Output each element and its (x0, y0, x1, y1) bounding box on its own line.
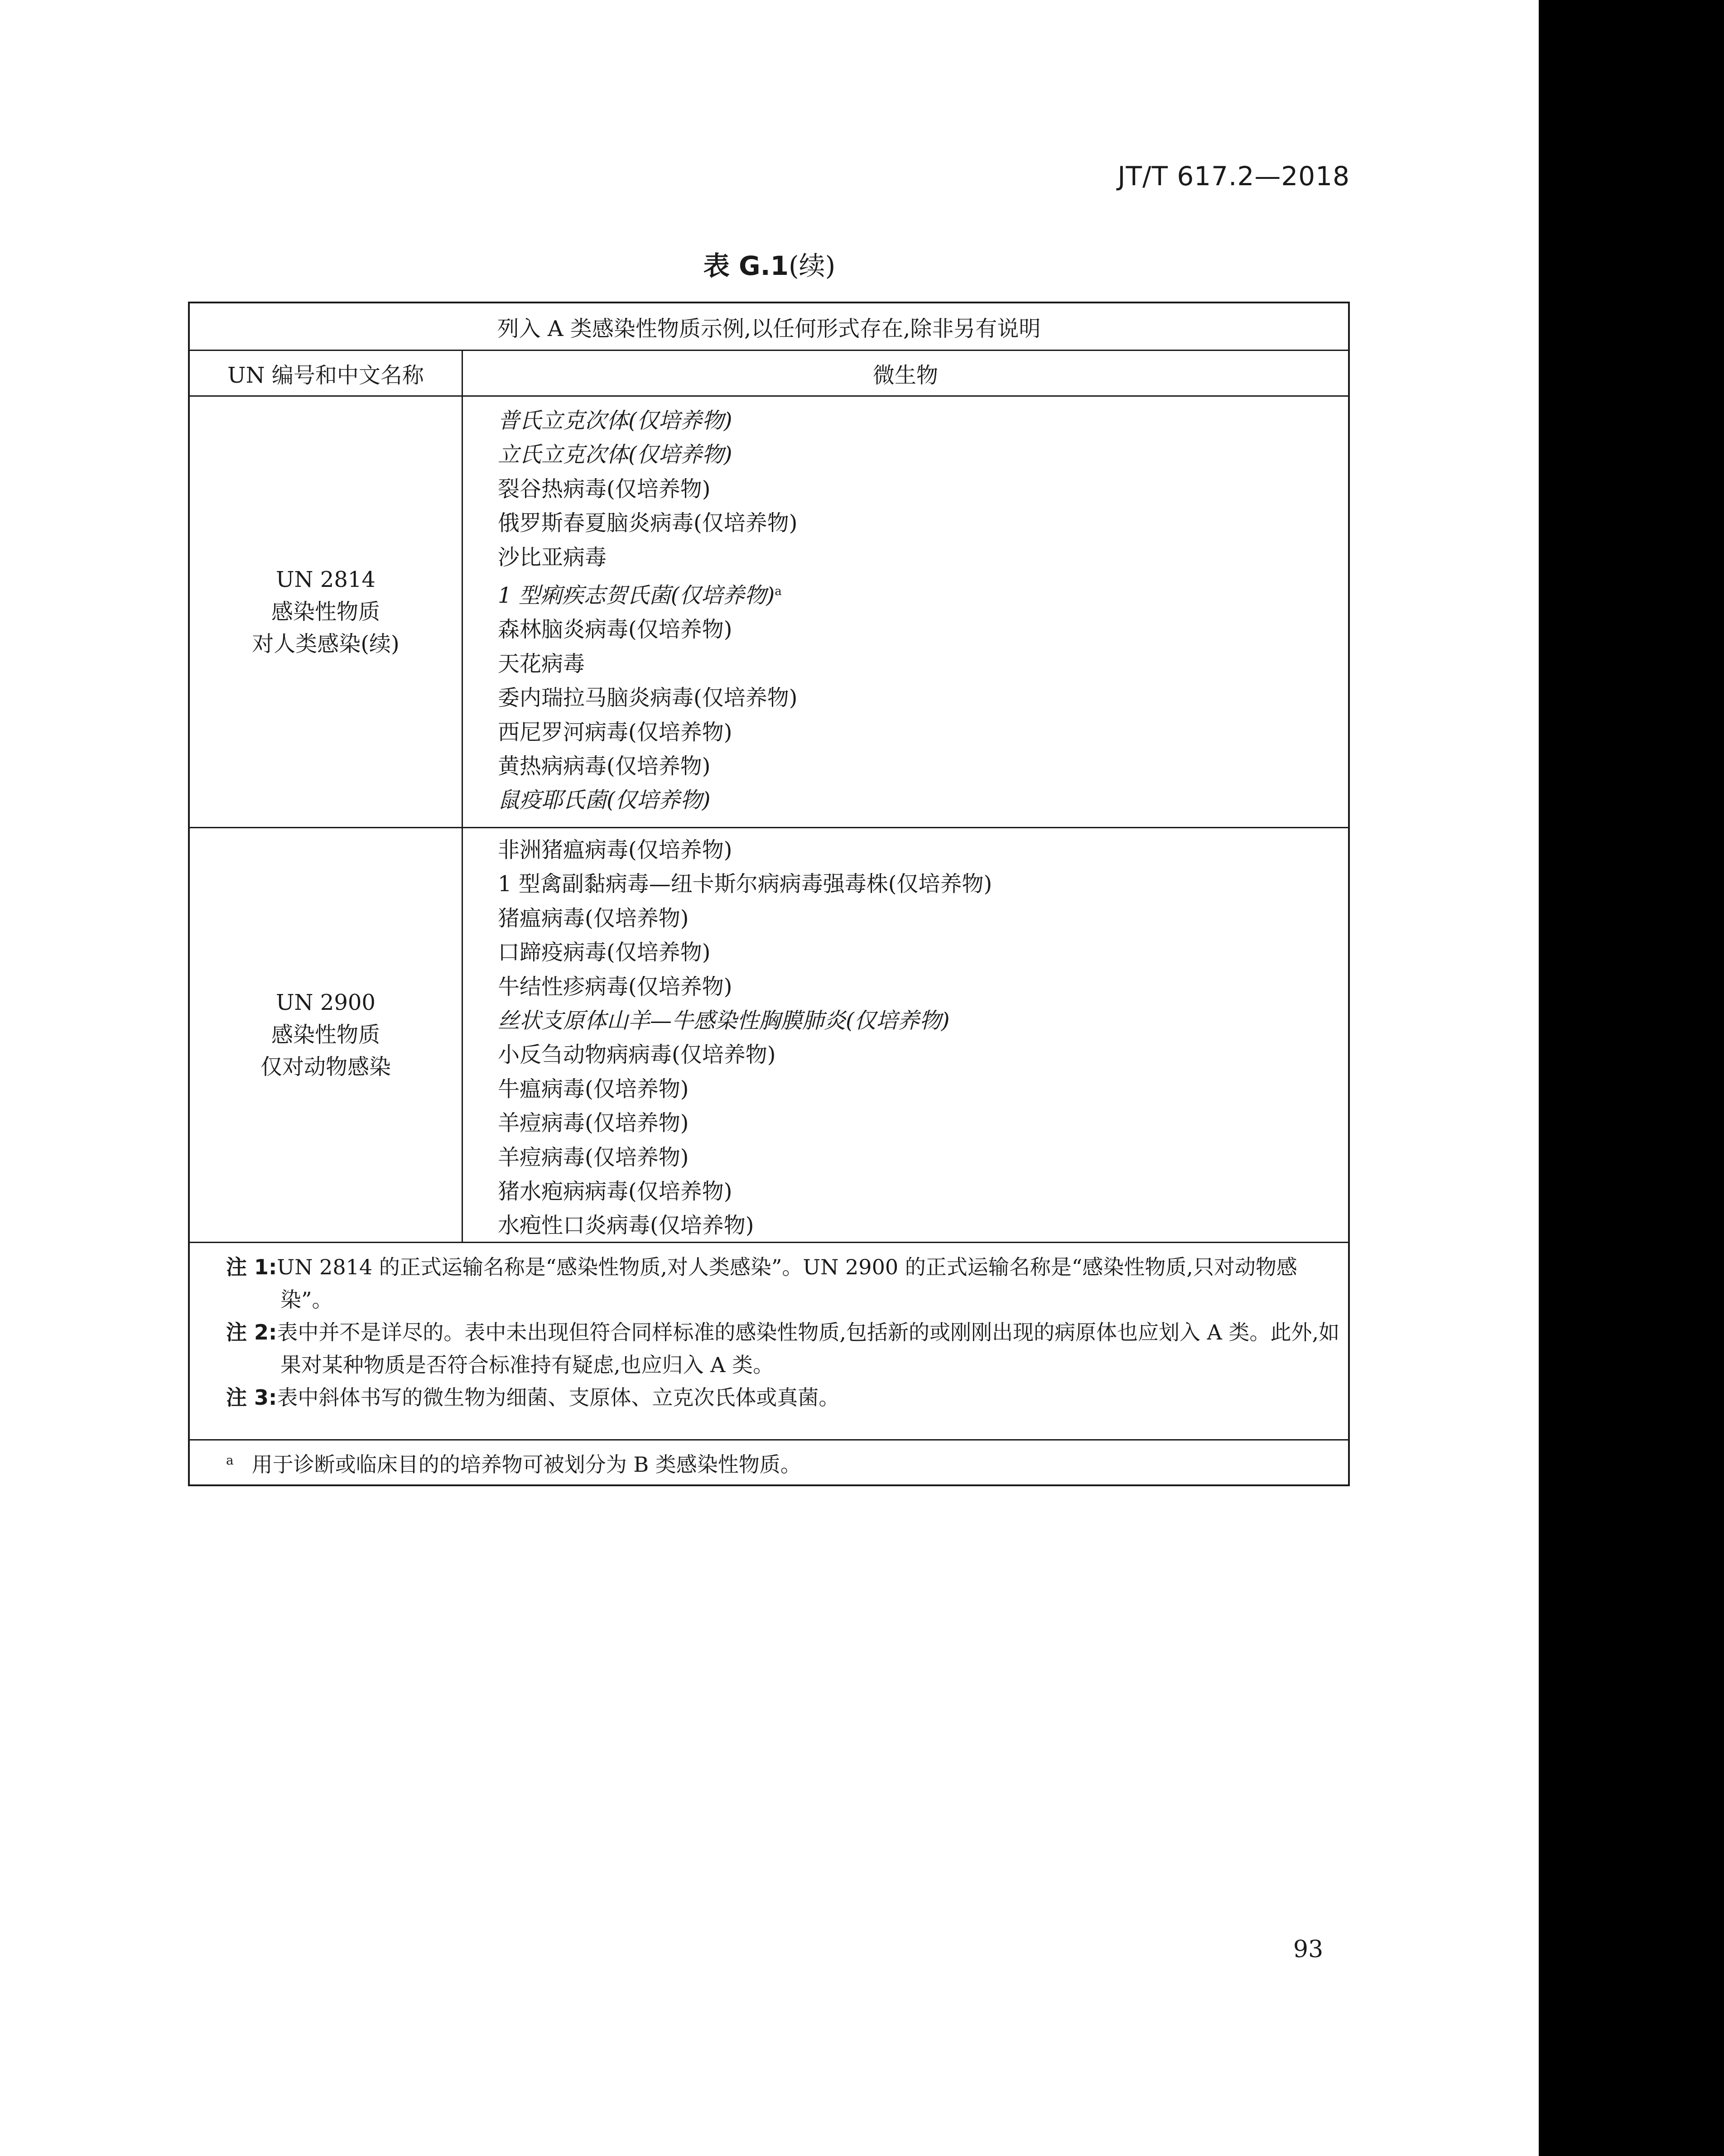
un-line: 感染性物质 (271, 1022, 380, 1047)
un-line: 感染性物质 (271, 599, 380, 624)
divider (190, 1439, 1348, 1441)
organism-item: 立氏立克次体(仅培养物) (498, 442, 732, 468)
organism-item: 猪瘟病毒(仅培养物) (498, 905, 689, 931)
note-2 (190, 1316, 1348, 1381)
organism-item: 小反刍动物病病毒(仅培养物) (498, 1042, 776, 1068)
table-footnote (226, 1448, 801, 1478)
note-3 (190, 1381, 1348, 1414)
organism-item: 沙比亚病毒 (498, 544, 607, 570)
un-cell-2900 (190, 828, 462, 1242)
scan-edge-bar (1539, 0, 1724, 2156)
un-line: UN 2900 (276, 990, 376, 1015)
organism-item: 鼠疫耶氏菌(仅培养物) (498, 787, 711, 813)
organism-item: 森林脑炎病毒(仅培养物) (498, 617, 732, 643)
notes (190, 1251, 1348, 1414)
organism-item: 口蹄疫病毒(仅培养物) (498, 940, 711, 965)
organism-item: 西尼罗河病毒(仅培养物) (498, 719, 732, 745)
table-title-suffix: (续) (788, 250, 836, 281)
organism-item: 天花病毒 (498, 651, 585, 677)
table-caption: 列入 A 类感染性物质示例,以任何形式存在,除非另有说明 (497, 316, 1041, 341)
note-text: 表中斜体书写的微生物为细菌、支原体、立克次氏体或真菌。 (277, 1385, 840, 1410)
organism-item: 羊痘病毒(仅培养物) (498, 1144, 689, 1170)
footnote-mark: a (226, 1452, 234, 1468)
organism-item: 非洲猪瘟病毒(仅培养物) (498, 837, 732, 863)
organism-item: 水疱性口炎病毒(仅培养物) (498, 1213, 754, 1239)
organism-item: 俄罗斯春夏脑炎病毒(仅培养物) (498, 510, 798, 536)
un-cell-2814 (190, 397, 462, 827)
organism-item: 普氏立克次体(仅培养物) (498, 408, 732, 433)
column-header-un: UN 编号和中文名称 (227, 362, 424, 388)
organism-text: 1 型痢疾志贺氏菌(仅培养物) (498, 583, 775, 609)
footnote-mark: a (775, 585, 782, 599)
organism-item: 牛瘟病毒(仅培养物) (498, 1076, 689, 1102)
organism-item: 1 型禽副黏病毒—纽卡斯尔病病毒强毒株(仅培养物) (498, 871, 992, 897)
organism-item: 裂谷热病毒(仅培养物) (498, 476, 711, 502)
note-text: UN 2814 的正式运输名称是“感染性物质,对人类感染”。UN 2900 的正式运输名称是“感染性物质,只对动物感染”。 (277, 1255, 1297, 1312)
column-divider (462, 350, 463, 1242)
table-title (0, 245, 1539, 283)
page-number: 93 (1293, 1936, 1324, 1963)
organism-item: 羊痘病毒(仅培养物) (498, 1110, 689, 1136)
footnote-text: 用于诊断或临床目的的培养物可被划分为 B 类感染性物质。 (251, 1452, 801, 1477)
organism-list-2814 (498, 404, 1340, 818)
table (188, 302, 1350, 1486)
un-line: 对人类感染(续) (252, 631, 400, 657)
table-id: 表 G.1 (703, 250, 789, 281)
organism-list-2900 (498, 833, 1340, 1243)
organism-item: 丝状支原体山羊—牛感染性胸膜肺炎(仅培养物) (498, 1008, 950, 1034)
organism-item: 黄热病病毒(仅培养物) (498, 754, 711, 779)
column-header-organism: 微生物 (872, 362, 938, 388)
standard-code: JT/T 617.2—2018 (1117, 161, 1350, 192)
divider (190, 1242, 1348, 1243)
note-label: 注 2: (226, 1320, 277, 1344)
note-label: 注 1: (226, 1255, 277, 1279)
un-line: UN 2814 (276, 567, 376, 592)
note-text: 表中并不是详尽的。表中未出现但符合同样标准的感染性物质,包括新的或刚刚出现的病原体也应划入 A 类。此外,如果对某种物质是否符合标准持有疑虑,也应归入 A 类。 (277, 1320, 1340, 1377)
organism-item: 猪水疱病病毒(仅培养物) (498, 1179, 732, 1205)
note-1 (190, 1251, 1348, 1316)
organism-item (498, 575, 1340, 613)
un-line: 仅对动物感染 (260, 1054, 391, 1080)
organism-item: 委内瑞拉马脑炎病毒(仅培养物) (498, 685, 798, 711)
note-label: 注 3: (226, 1385, 277, 1410)
organism-item: 牛结性疹病毒(仅培养物) (498, 974, 732, 999)
